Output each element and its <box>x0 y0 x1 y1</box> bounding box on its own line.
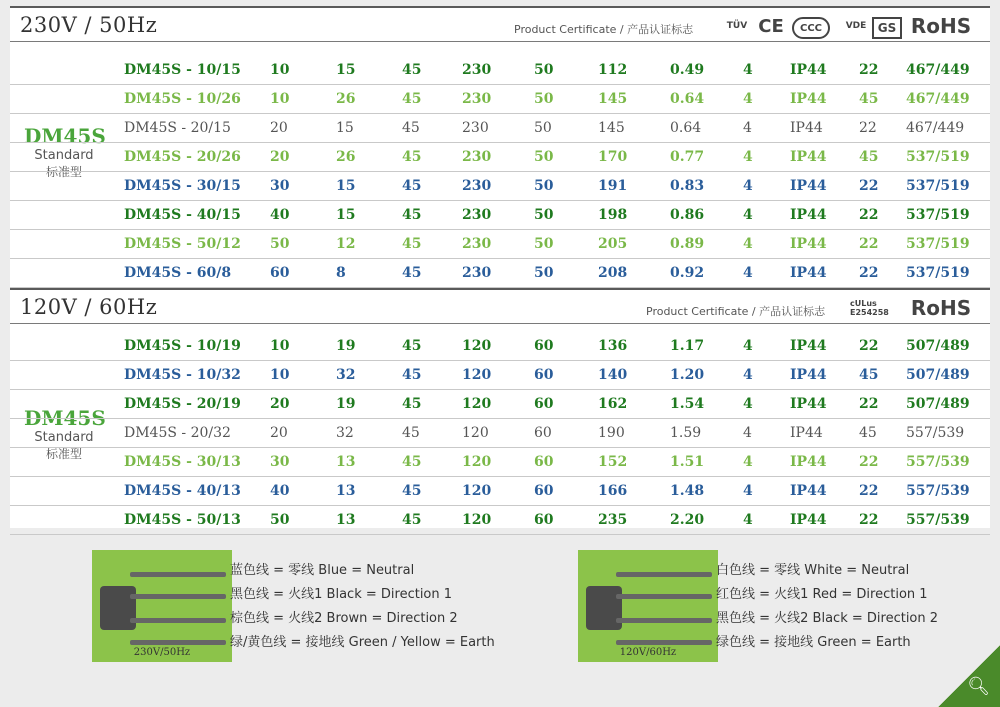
spec-cell: 45 <box>402 512 422 528</box>
spec-cell: 537/519 <box>906 265 970 281</box>
spec-cell: 40 <box>270 483 290 499</box>
table-row <box>10 390 990 419</box>
spec-cell: 120 <box>462 512 492 528</box>
spec-cell: 4 <box>743 512 753 528</box>
spec-cell: 45 <box>402 454 422 470</box>
spec-cell: 45 <box>402 265 422 281</box>
spec-cell: 0.89 <box>670 236 705 252</box>
spec-cell: 50 <box>270 512 290 528</box>
spec-cell: 230 <box>462 149 492 165</box>
spec-cell: IP44 <box>790 512 827 528</box>
model-cell: DM45S - 20/15 <box>124 120 231 136</box>
wire-icon <box>616 572 712 577</box>
spec-cell: 4 <box>743 338 753 354</box>
model-type: Standard <box>34 148 94 163</box>
spec-cell: 230 <box>462 91 492 107</box>
spec-cell: 50 <box>534 236 554 252</box>
spec-cell: 45 <box>402 338 422 354</box>
spec-cell: 1.59 <box>670 425 702 441</box>
spec-cell: 1.54 <box>670 396 705 412</box>
ccc-mark-icon: CCC <box>792 17 830 39</box>
spec-cell: 15 <box>336 120 354 136</box>
spec-cell: 557/539 <box>906 512 970 528</box>
spec-cell: 191 <box>598 178 628 194</box>
spec-cell: 45 <box>859 149 879 165</box>
spec-cell: 4 <box>743 367 753 383</box>
spec-cell: 4 <box>743 91 753 107</box>
model-cell: DM45S - 30/15 <box>124 178 241 194</box>
spec-cell: 537/519 <box>906 207 970 223</box>
spec-cell: IP44 <box>790 265 827 281</box>
spec-cell: 230 <box>462 207 492 223</box>
spec-cell: 22 <box>859 483 879 499</box>
spec-cell: 30 <box>270 178 290 194</box>
spec-cell: 0.86 <box>670 207 705 223</box>
spec-cell: 60 <box>534 338 554 354</box>
legend-item: 绿色线 = 接地线 Green = Earth <box>716 635 911 650</box>
cert-label: Product Certificate / 产品认证标志 <box>646 305 826 318</box>
model-cell: DM45S - 20/32 <box>124 425 231 441</box>
rohs-mark: RoHS <box>910 14 972 38</box>
gs-mark-icon: GS <box>872 17 902 39</box>
spec-cell: IP44 <box>790 207 827 223</box>
model-type: Standard <box>34 430 94 445</box>
model-cell: DM45S - 10/15 <box>124 62 241 78</box>
model-name: DM45S <box>24 124 106 148</box>
table-row <box>10 230 990 259</box>
spec-cell: 13 <box>336 512 356 528</box>
spec-cell: 1.51 <box>670 454 705 470</box>
spec-cell: 537/519 <box>906 178 970 194</box>
spec-cell: 22 <box>859 120 877 136</box>
spec-sheet <box>10 6 990 528</box>
spec-cell: 22 <box>859 396 879 412</box>
model-cell: DM45S - 40/13 <box>124 483 241 499</box>
spec-table-120v <box>10 332 990 535</box>
spec-cell: 120 <box>462 338 492 354</box>
model-cell: DM45S - 10/19 <box>124 338 241 354</box>
spec-cell: 22 <box>859 512 879 528</box>
spec-cell: IP44 <box>790 91 827 107</box>
model-cell: DM45S - 30/13 <box>124 454 241 470</box>
spec-cell: 1.17 <box>670 338 705 354</box>
spec-cell: 60 <box>534 367 554 383</box>
spec-cell: 22 <box>859 207 879 223</box>
spec-cell: 50 <box>534 207 554 223</box>
spec-cell: 45 <box>402 91 422 107</box>
spec-cell: 198 <box>598 207 628 223</box>
spec-cell: IP44 <box>790 62 827 78</box>
spec-cell: 45 <box>402 207 422 223</box>
zoom-button[interactable] <box>938 645 1000 707</box>
spec-cell: 12 <box>336 236 356 252</box>
spec-cell: 140 <box>598 367 628 383</box>
spec-cell: 22 <box>859 265 879 281</box>
spec-cell: 4 <box>743 454 753 470</box>
legend-item: 棕色线 = 火线2 Brown = Direction 2 <box>230 611 458 626</box>
spec-cell: 120 <box>462 396 492 412</box>
spec-cell: 10 <box>270 338 290 354</box>
spec-cell: 1.48 <box>670 483 705 499</box>
spec-cell: IP44 <box>790 483 827 499</box>
spec-cell: 166 <box>598 483 628 499</box>
table-row <box>10 259 990 288</box>
spec-cell: 4 <box>743 62 753 78</box>
spec-cell: 507/489 <box>906 367 970 383</box>
spec-cell: 19 <box>336 338 356 354</box>
legend-item: 蓝色线 = 零线 Blue = Neutral <box>230 563 415 578</box>
spec-cell: 20 <box>270 120 288 136</box>
legend-item: 白色线 = 零线 White = Neutral <box>716 563 910 578</box>
spec-cell: 557/539 <box>906 425 965 441</box>
table-row <box>10 85 990 114</box>
table-row <box>10 506 990 535</box>
spec-cell: 45 <box>402 62 422 78</box>
spec-cell: 60 <box>534 512 554 528</box>
spec-cell: 1.20 <box>670 367 705 383</box>
spec-cell: 10 <box>270 367 290 383</box>
spec-cell: 205 <box>598 236 628 252</box>
spec-cell: 0.64 <box>670 91 705 107</box>
table-row <box>10 114 990 143</box>
table-row <box>10 448 990 477</box>
spec-cell: 15 <box>336 62 356 78</box>
spec-cell: 45 <box>859 425 877 441</box>
spec-cell: 45 <box>402 483 422 499</box>
spec-cell: 45 <box>402 236 422 252</box>
spec-cell: 22 <box>859 338 879 354</box>
table-row <box>10 361 990 390</box>
spec-cell: 467/449 <box>906 62 970 78</box>
spec-cell: IP44 <box>790 425 823 441</box>
spec-cell: 0.83 <box>670 178 705 194</box>
spec-cell: 50 <box>270 236 290 252</box>
model-cell: DM45S - 10/32 <box>124 367 241 383</box>
section-title: 120V / 60Hz <box>20 295 158 319</box>
spec-cell: 10 <box>270 91 290 107</box>
wire-icon <box>130 640 226 645</box>
spec-cell: IP44 <box>790 338 827 354</box>
wire-icon <box>616 640 712 645</box>
spec-cell: 22 <box>859 62 879 78</box>
spec-cell: 112 <box>598 62 628 78</box>
spec-cell: 557/539 <box>906 483 970 499</box>
spec-cell: 32 <box>336 425 354 441</box>
spec-cell: 19 <box>336 396 356 412</box>
spec-cell: IP44 <box>790 454 827 470</box>
spec-cell: 22 <box>859 178 879 194</box>
cable-icon <box>586 586 622 630</box>
spec-cell: 537/519 <box>906 149 970 165</box>
table-row <box>10 201 990 230</box>
spec-cell: 30 <box>270 454 290 470</box>
table-row <box>10 172 990 201</box>
spec-cell: 40 <box>270 207 290 223</box>
model-cell: DM45S - 10/26 <box>124 91 241 107</box>
model-cell: DM45S - 50/13 <box>124 512 241 528</box>
table-row <box>10 419 990 448</box>
spec-cell: 13 <box>336 454 356 470</box>
spec-cell: 50 <box>534 62 554 78</box>
spec-cell: 120 <box>462 454 492 470</box>
legend-item: 红色线 = 火线1 Red = Direction 1 <box>716 587 928 602</box>
table-row <box>10 143 990 172</box>
spec-cell: 120 <box>462 483 492 499</box>
spec-cell: 467/449 <box>906 120 965 136</box>
spec-cell: 145 <box>598 91 628 107</box>
spec-cell: 230 <box>462 62 492 78</box>
wire-icon <box>130 572 226 577</box>
spec-cell: IP44 <box>790 178 827 194</box>
spec-cell: 507/489 <box>906 396 970 412</box>
rohs-mark: RoHS <box>910 296 972 320</box>
cable-icon <box>100 586 136 630</box>
spec-cell: 50 <box>534 91 554 107</box>
spec-cell: 50 <box>534 120 552 136</box>
spec-cell: 45 <box>859 91 879 107</box>
wire-icon <box>616 594 712 599</box>
spec-cell: 507/489 <box>906 338 970 354</box>
spec-cell: 50 <box>534 149 554 165</box>
spec-cell: 145 <box>598 120 625 136</box>
spec-cell: 45 <box>859 367 879 383</box>
ce-mark-icon: CE <box>758 15 784 37</box>
spec-cell: 0.64 <box>670 120 702 136</box>
spec-cell: IP44 <box>790 396 827 412</box>
ul-mark-icon: cULus E254258 <box>850 299 889 317</box>
wiring-legend-230v <box>230 559 495 655</box>
spec-cell: 136 <box>598 338 628 354</box>
model-cell: DM45S - 20/26 <box>124 149 241 165</box>
spec-cell: 45 <box>402 367 422 383</box>
spec-cell: 45 <box>402 120 420 136</box>
wire-icon <box>130 618 226 623</box>
spec-cell: 4 <box>743 396 753 412</box>
magnifier-icon: 🔍︎ <box>967 676 990 697</box>
panel-label: 120V/60Hz <box>619 647 677 658</box>
spec-cell: 45 <box>402 396 422 412</box>
spec-cell: 4 <box>743 425 752 441</box>
section-header-120v <box>10 288 990 324</box>
spec-cell: 0.77 <box>670 149 705 165</box>
spec-cell: 60 <box>270 265 290 281</box>
spec-cell: 20 <box>270 149 290 165</box>
spec-cell: 10 <box>270 62 290 78</box>
spec-cell: 4 <box>743 265 753 281</box>
spec-cell: 22 <box>859 454 879 470</box>
spec-cell: 0.92 <box>670 265 705 281</box>
spec-cell: 45 <box>402 425 420 441</box>
spec-cell: 0.49 <box>670 62 705 78</box>
spec-cell: 230 <box>462 265 492 281</box>
spec-cell: 20 <box>270 425 288 441</box>
table-row <box>10 332 990 361</box>
spec-cell: IP44 <box>790 149 827 165</box>
spec-cell: 170 <box>598 149 628 165</box>
cert-label: Product Certificate / 产品认证标志 <box>514 23 694 36</box>
section-header-230v <box>10 6 990 42</box>
spec-cell: 4 <box>743 120 752 136</box>
spec-cell: 60 <box>534 425 552 441</box>
spec-cell: 15 <box>336 178 356 194</box>
legend-item: 黑色线 = 火线1 Black = Direction 1 <box>230 587 453 602</box>
model-cell: DM45S - 40/15 <box>124 207 241 223</box>
legend-item: 绿/黄色线 = 接地线 Green / Yellow = Earth <box>230 635 495 650</box>
spec-cell: 60 <box>534 483 554 499</box>
spec-cell: IP44 <box>790 120 823 136</box>
spec-cell: 45 <box>402 178 422 194</box>
table-row <box>10 56 990 85</box>
spec-cell: 4 <box>743 149 753 165</box>
spec-cell: 230 <box>462 236 492 252</box>
wiring-panel-230v <box>92 550 232 662</box>
spec-cell: 32 <box>336 367 356 383</box>
spec-cell: 4 <box>743 483 753 499</box>
spec-cell: 230 <box>462 178 492 194</box>
spec-cell: 467/449 <box>906 91 970 107</box>
model-cell: DM45S - 20/19 <box>124 396 241 412</box>
spec-cell: 537/519 <box>906 236 970 252</box>
tuv-mark-icon: TÜV <box>726 21 748 31</box>
spec-cell: 208 <box>598 265 628 281</box>
spec-cell: 120 <box>462 425 489 441</box>
wire-icon <box>616 618 712 623</box>
spec-cell: 120 <box>462 367 492 383</box>
spec-cell: 15 <box>336 207 356 223</box>
spec-cell: 190 <box>598 425 625 441</box>
spec-cell: 2.20 <box>670 512 705 528</box>
spec-cell: 60 <box>534 454 554 470</box>
spec-cell: 26 <box>336 149 356 165</box>
spec-cell: 50 <box>534 178 554 194</box>
spec-cell: 4 <box>743 207 753 223</box>
model-cell: DM45S - 60/8 <box>124 265 232 281</box>
spec-cell: 152 <box>598 454 628 470</box>
panel-label: 230V/50Hz <box>133 647 191 658</box>
spec-table-230v <box>10 56 990 288</box>
spec-cell: 13 <box>336 483 356 499</box>
wiring-panel-120v <box>578 550 718 662</box>
model-name: DM45S <box>24 406 106 430</box>
spec-cell: IP44 <box>790 367 827 383</box>
model-cell: DM45S - 50/12 <box>124 236 241 252</box>
section-title: 230V / 50Hz <box>20 13 158 37</box>
model-type-cn: 标准型 <box>45 447 82 461</box>
spec-cell: 26 <box>336 91 356 107</box>
spec-cell: 557/539 <box>906 454 970 470</box>
spec-cell: 162 <box>598 396 628 412</box>
model-type-cn: 标准型 <box>45 165 82 179</box>
spec-cell: 45 <box>402 149 422 165</box>
spec-cell: 235 <box>598 512 628 528</box>
wire-icon <box>130 594 226 599</box>
spec-cell: 20 <box>270 396 290 412</box>
legend-item: 黑色线 = 火线2 Black = Direction 2 <box>716 611 939 626</box>
table-row <box>10 477 990 506</box>
spec-cell: 60 <box>534 396 554 412</box>
spec-cell: 8 <box>336 265 346 281</box>
spec-cell: 4 <box>743 236 753 252</box>
vde-mark-icon: VDE <box>845 21 867 31</box>
wiring-legend-120v <box>716 559 938 655</box>
spec-cell: IP44 <box>790 236 827 252</box>
spec-cell: 50 <box>534 265 554 281</box>
wiring-section <box>0 538 1000 707</box>
spec-cell: 4 <box>743 178 753 194</box>
spec-cell: 230 <box>462 120 489 136</box>
spec-cell: 22 <box>859 236 879 252</box>
